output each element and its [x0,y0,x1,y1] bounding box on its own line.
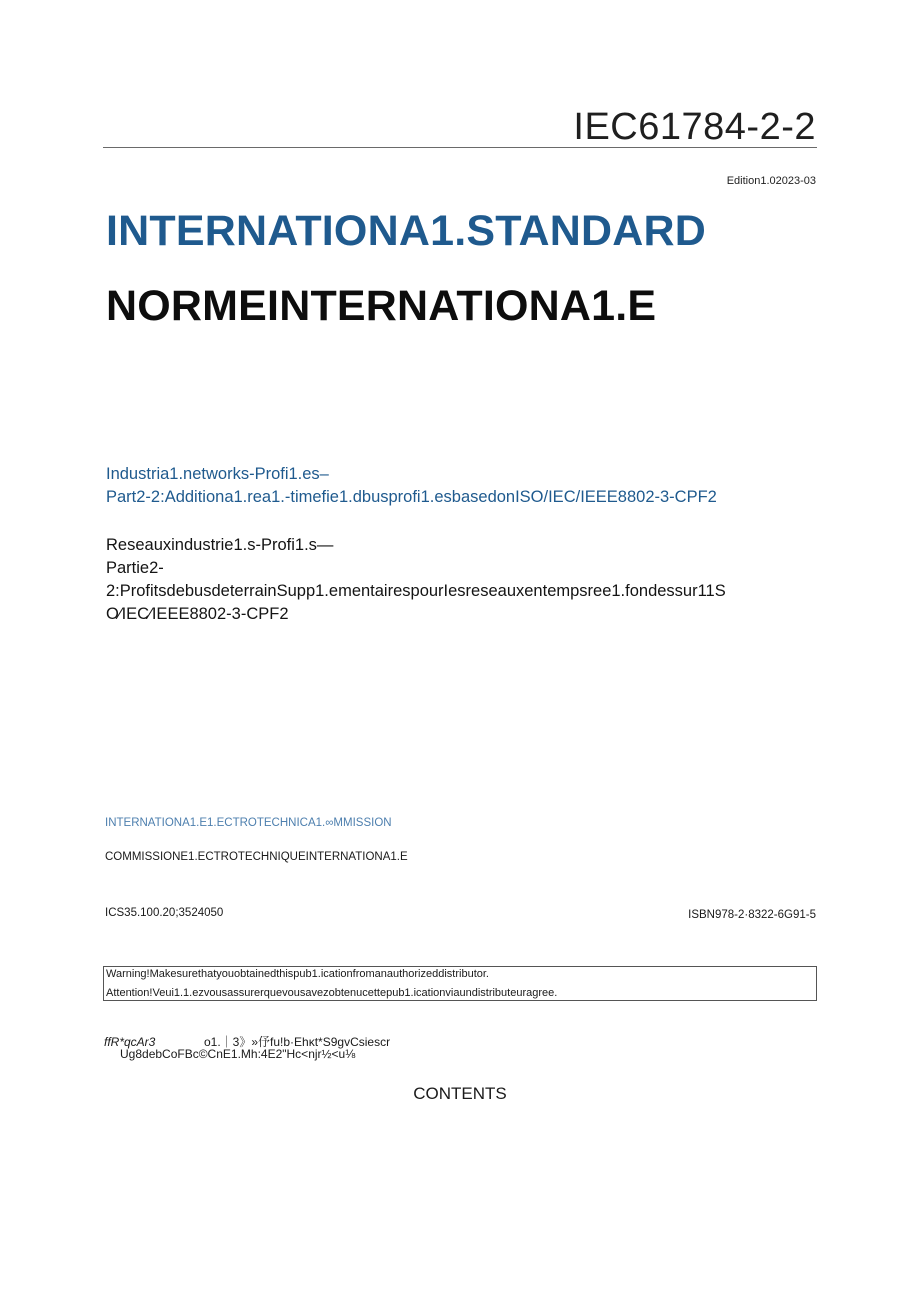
warning-french: Attention!Veui1.1.ezvousassurerquevousavezobtenucettepub1.icationviaundistributeuragree. [106,987,558,999]
commission-english: INTERNATIONA1.E1.ECTROTECHNICA1.∞MMISSION [105,817,392,829]
subtitle-french-line: Partie2- [106,559,164,577]
title-english: INTERNATIONA1.STANDARD [106,207,707,255]
subtitle-french [106,534,726,626]
contents-heading: CONTENTS [413,1084,507,1103]
title-french: NORMEINTERNATIONA1.E [106,282,657,330]
ics-code: ICS35.100.20;3524050 [105,907,224,919]
warning-english: Warning!Makesurethatyouobtainedthispub1.icationfromanauthorizeddistributor. [106,968,489,980]
subtitle-french-line: 2:ProfitsdebusdeterrainSupp1.ementairespourIesreseauxentempsree1.fondessur11S [106,582,726,600]
subtitle-french-line: Reseauxindustrie1.s-Profi1.s— [106,536,334,554]
document-number: IEC61784-2-2 [573,106,816,148]
garbled-text-fragment: ffR*qcAr3 [104,1035,156,1049]
edition-label: Edition1.02023-03 [726,175,816,187]
subtitle-english-line: Industria1.networks-Profi1.es– [106,465,329,483]
garbled-text-fragment: o1.｜3》»伃fu!b·Ehκt*S9gvCsiescr [204,1035,391,1049]
subtitle-french-line: O⁄IEC⁄IEEE8802-3-CPF2 [106,605,289,623]
commission-french: COMMISSIONE1.ECTROTECHNIQUEINTERNATIONA1.E [105,851,408,863]
warning-box [103,966,817,1001]
isbn-code: ISBN978-2·8322-6G91-5 [688,909,816,921]
subtitle-english-line: Part2-2:Additiona1.rea1.-timefie1.dbusprofi1.esbasedonISO/IEC/IEEE8802-3-CPF2 [106,488,717,506]
garbled-text-line: Ug8debCoFBc©CnE1.Mh:4E2"Hc<njr½<u⅛ [120,1047,356,1061]
subtitle-english [106,463,717,509]
header-divider [103,147,817,148]
